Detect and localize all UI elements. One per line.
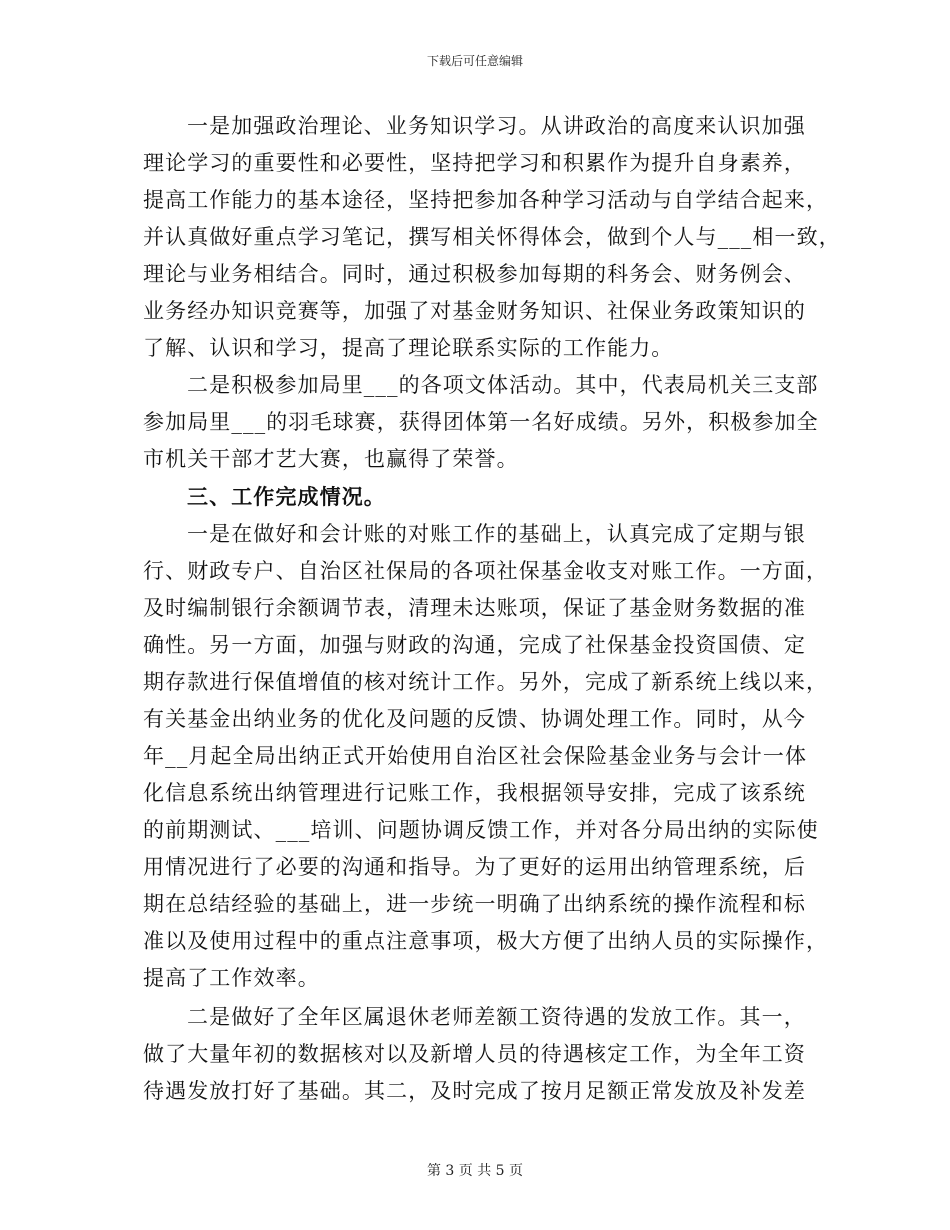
paragraph-line: 市机关干部才艺大赛，也赢得了荣誉。 xyxy=(143,447,519,471)
paragraph-line: 做了大量年初的数据核对以及新增人员的待遇核定工作，为全年工资 xyxy=(143,1042,806,1066)
paragraph-line: 期在总结经验的基础上，进一步统一明确了出纳系统的操作流程和标 xyxy=(143,892,806,916)
paragraph-line: 了解、认识和学习，提高了理论联系实际的工作能力。 xyxy=(143,336,674,360)
paragraph-line: 参加局里___的羽毛球赛，获得团体第一名好成绩。另外，积极参加全 xyxy=(143,410,819,434)
page-header: 下载后可任意编辑 xyxy=(426,54,523,68)
paragraph-line: 理论与业务相结合。同时，通过积极参加每期的科务会、财务例会、 xyxy=(143,262,806,286)
paragraph-line: 行、财政专户、自治区社保局的各项社保基金收支对账工作。一方面， xyxy=(143,559,829,583)
section-heading: 三、工作完成情况。 xyxy=(187,484,386,509)
paragraph-line: 的前期测试、___培训、问题协调反馈工作，并对各分局出纳的实际使 xyxy=(143,818,819,842)
paragraph-line: 并认真做好重点学习笔记，撰写相关怀得体会，做到个人与___相一致， xyxy=(143,225,841,249)
paragraph-line: 用情况进行了必要的沟通和指导。为了更好的运用出纳管理系统，后 xyxy=(143,855,806,879)
paragraph-line: 期存款进行保值增值的核对统计工作。另外，完成了新系统上线以来， xyxy=(143,670,829,694)
paragraph-line: 提高了工作效率。 xyxy=(143,966,320,990)
paragraph-line: 理论学习的重要性和必要性，坚持把学习和积累作为提升自身素养， xyxy=(143,151,806,175)
paragraph-line: 化信息系统出纳管理进行记账工作，我根据领导安排，完成了该系统 xyxy=(143,781,806,805)
paragraph-line: 一是在做好和会计账的对账工作的基础上，认真完成了定期与银 xyxy=(187,522,806,546)
paragraph-line: 待遇发放打好了基础。其二，及时完成了按月足额正常发放及补发差 xyxy=(143,1079,806,1103)
paragraph-line: 一是加强政治理论、业务知识学习。从讲政治的高度来认识加强 xyxy=(187,114,806,138)
paragraph-line: 二是积极参加局里___的各项文体活动。其中，代表局机关三支部 xyxy=(187,373,819,397)
paragraph-line: 提高工作能力的基本途径，坚持把参加各种学习活动与自学结合起来， xyxy=(143,188,829,212)
paragraph-line: 及时编制银行余额调节表，清理未达账项，保证了基金财务数据的准 xyxy=(143,596,806,620)
paragraph-line: 二是做好了全年区属退休老师差额工资待遇的发放工作。其一， xyxy=(187,1005,806,1029)
paragraph-line: 确性。另一方面，加强与财政的沟通，完成了社保基金投资国债、定 xyxy=(143,633,806,657)
paragraph-line: 准以及使用过程中的重点注意事项，极大方便了出纳人员的实际操作， xyxy=(143,929,829,953)
page-footer: 第 3 页 共 5 页 xyxy=(426,1163,524,1179)
paragraph-line: 有关基金出纳业务的优化及问题的反馈、协调处理工作。同时，从今 xyxy=(143,707,806,731)
paragraph-line: 年__月起全局出纳正式开始使用自治区社会保险基金业务与会计一体 xyxy=(143,744,808,768)
paragraph-line: 业务经办知识竞赛等，加强了对基金财务知识、社保业务政策知识的 xyxy=(143,299,806,323)
